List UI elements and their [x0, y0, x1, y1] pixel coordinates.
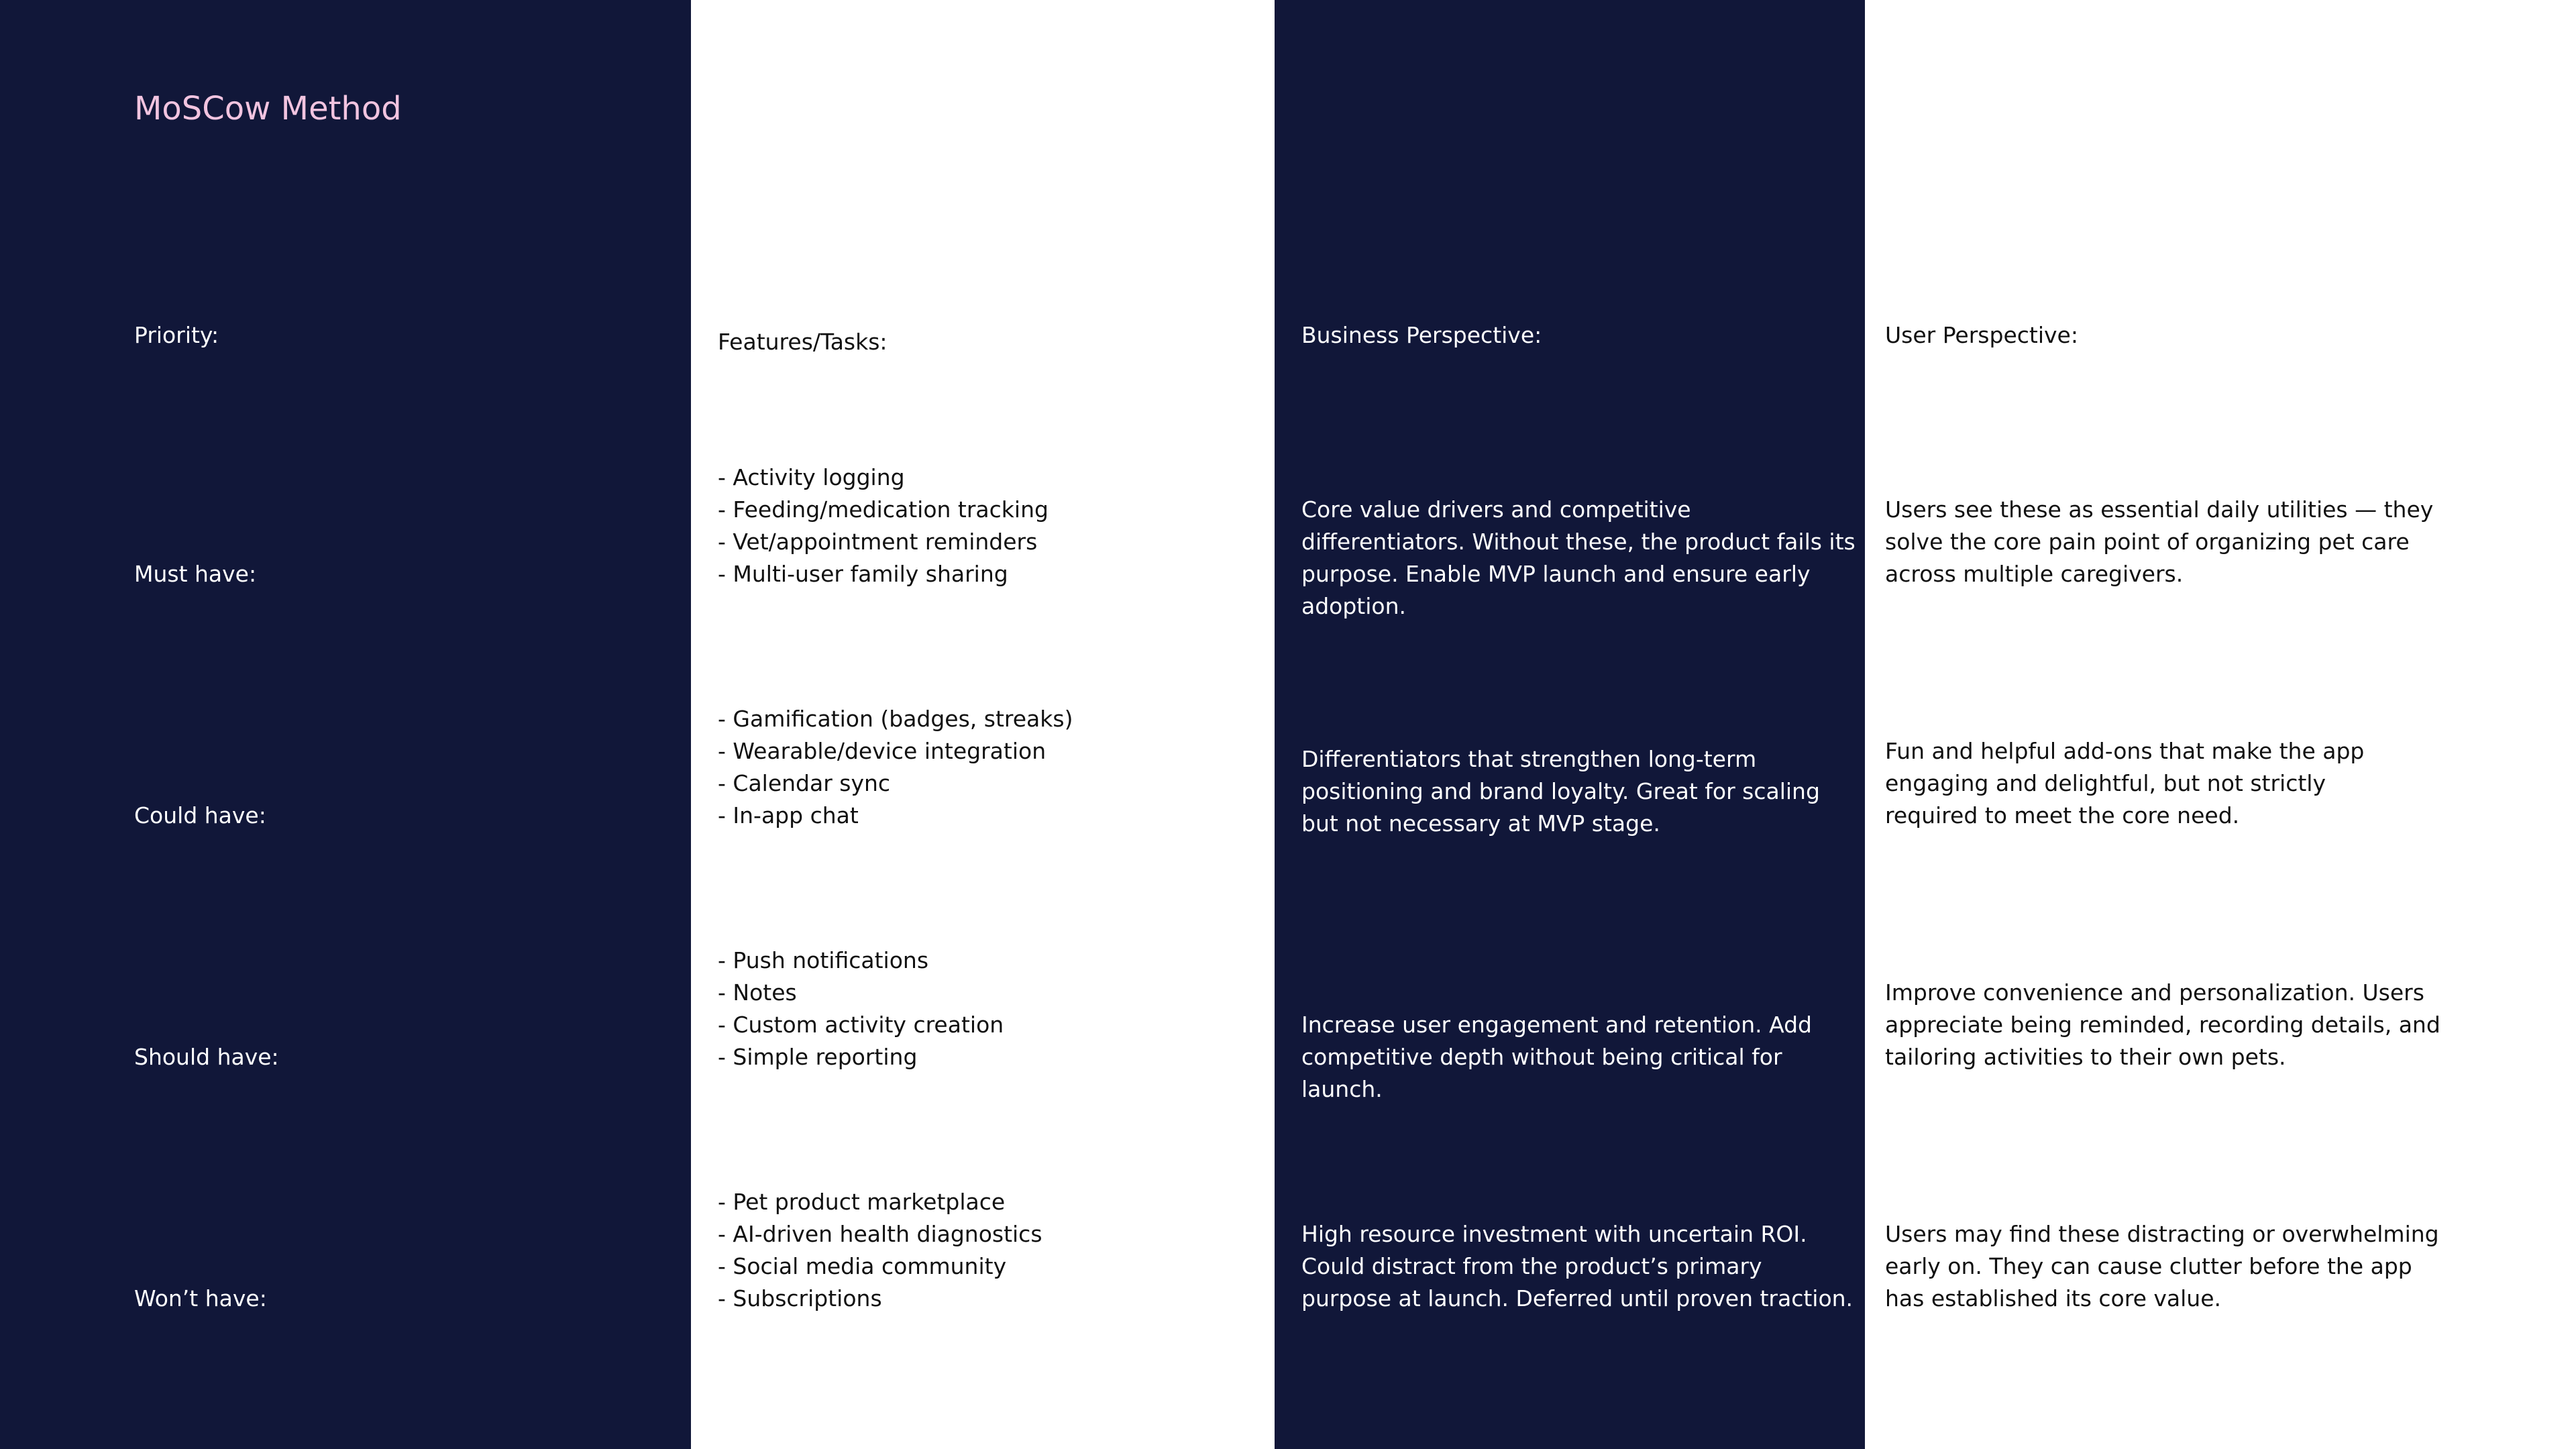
feature-list-wont: [718, 1186, 1042, 1315]
feature-item: - Push notifications: [718, 945, 1004, 977]
feature-item: - Wearable/device integration: [718, 735, 1073, 767]
business-text-should: Increase user engagement and retention. Add competitive depth without being critical for launch.: [1301, 1012, 1812, 1102]
feature-item: - Calendar sync: [718, 767, 1073, 800]
business-text-must: Core value drivers and competitive differentiators. Without these, the product fails its purpose. Enable MVP launch and ensure early adoption.: [1301, 496, 1856, 619]
priority-label-must: Must have:: [134, 561, 257, 587]
user-text-could: Fun and helpful add-ons that make the app engaging and delightful, but not strictly required to meet the core need.: [1885, 738, 2365, 828]
business-text-could: Differentiators that strengthen long-term positioning and brand loyalty. Great for scaling but not necessary at MVP stage.: [1301, 746, 1820, 837]
feature-item: - Subscriptions: [718, 1283, 1042, 1315]
user-header: User Perspective:: [1885, 322, 2078, 348]
priority-label-should: Should have:: [134, 1044, 279, 1070]
user-text-wont: Users may find these distracting or overwhelming early on. They can cause clutter before the app has established its core value.: [1885, 1221, 2439, 1311]
feature-item: - Gamification (badges, streaks): [718, 703, 1073, 735]
business-header: Business Perspective:: [1301, 322, 1542, 348]
priority-label-wont: Won’t have:: [134, 1285, 267, 1311]
feature-item: - Custom activity creation: [718, 1009, 1004, 1041]
feature-item: - Pet product marketplace: [718, 1186, 1042, 1218]
feature-item: - Multi-user family sharing: [718, 558, 1049, 590]
user-text-must: Users see these as essential daily utilities — they solve the core pain point of organizing pet care across multiple caregivers.: [1885, 496, 2434, 587]
feature-item: - Social media community: [718, 1250, 1042, 1283]
feature-item: - Feeding/medication tracking: [718, 494, 1049, 526]
feature-item: - Vet/appointment reminders: [718, 526, 1049, 558]
feature-item: - Activity logging: [718, 462, 1049, 494]
business-text-wont: High resource investment with uncertain ROI. Could distract from the product’s primary purpose at launch. Deferred until proven traction.: [1301, 1221, 1854, 1311]
user-text-should: Improve convenience and personalization. Users appreciate being reminded, recording details, and tailoring activities to their own pets.: [1885, 979, 2440, 1070]
priority-column: [0, 0, 691, 1449]
feature-list-could: [718, 703, 1073, 832]
feature-item: - In-app chat: [718, 800, 1073, 832]
feature-item: - AI-driven health diagnostics: [718, 1218, 1042, 1250]
page-title: MoSCow Method: [134, 90, 402, 127]
features-header: Features/Tasks:: [718, 329, 888, 355]
feature-list-must: [718, 462, 1049, 590]
priority-header: Priority:: [134, 322, 219, 348]
feature-item: - Simple reporting: [718, 1041, 1004, 1073]
feature-list-should: [718, 945, 1004, 1073]
priority-label-could: Could have:: [134, 802, 266, 828]
feature-item: - Notes: [718, 977, 1004, 1009]
